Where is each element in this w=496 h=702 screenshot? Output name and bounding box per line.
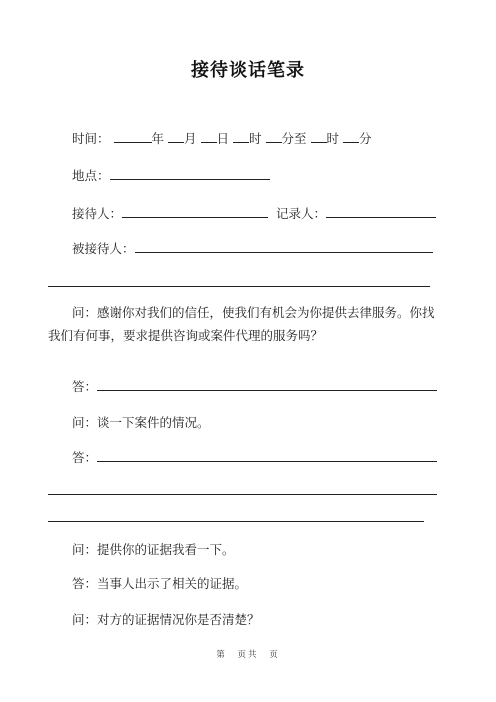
time-label: 时间： (72, 131, 110, 146)
month-label: 月 (184, 131, 197, 146)
minute-start-blank[interactable] (266, 128, 282, 143)
day-blank[interactable] (201, 128, 217, 143)
place-field[interactable] (110, 165, 270, 180)
year-blank[interactable] (114, 128, 152, 143)
answer-3: 答：当事人出示了相关的证据。 (72, 576, 248, 591)
question-2: 问：谈一下案件的情况。 (72, 415, 210, 430)
interviewee-label: 被接待人： (72, 241, 135, 256)
receiver-field[interactable] (122, 203, 268, 218)
answer-2-line-2[interactable] (48, 494, 437, 495)
answer-2-field[interactable] (97, 447, 437, 462)
separator-line (48, 286, 430, 287)
answer-2-row (72, 447, 437, 467)
interviewee-field[interactable] (135, 238, 433, 253)
answer-1-label: 答： (72, 379, 98, 394)
footer-page-prefix: 第 (216, 650, 227, 660)
recorder-field[interactable] (326, 203, 436, 218)
question-1: 问：感谢你对我们的信任，使我们有机会为你提供去律服务。你找我们有何事，要求提供咨询或案件代理的服务吗？ (48, 305, 435, 343)
hour-end-label: 时 (326, 131, 340, 146)
minute-end-label: 分 (359, 131, 372, 146)
minute-start-label: 分至 (281, 131, 307, 146)
place-row (72, 165, 270, 185)
page-footer (0, 648, 496, 660)
minute-end-blank[interactable] (343, 128, 359, 143)
document-title: 接待谈话笔录 (191, 60, 305, 81)
time-row (72, 128, 372, 148)
question-3: 问：提供你的证据我看一下。 (72, 542, 235, 557)
hour-start-blank[interactable] (233, 128, 249, 143)
hour-start-label: 时 (249, 131, 262, 146)
year-label: 年 (151, 131, 165, 146)
hour-end-blank[interactable] (311, 128, 327, 143)
day-label: 日 (216, 131, 230, 146)
answer-1-row (72, 376, 437, 396)
month-blank[interactable] (168, 128, 184, 143)
recorder-label: 记录人： (276, 206, 327, 221)
receiver-label: 接待人： (72, 206, 123, 221)
footer-page-suffix: 页 (269, 650, 280, 660)
interviewee-row (72, 238, 433, 258)
footer-page-mid: 页共 (237, 650, 259, 660)
question-4: 问：对方的证据情况你是否清楚？ (72, 612, 260, 627)
receiver-row (72, 203, 436, 223)
answer-1-field[interactable] (97, 376, 437, 391)
place-label: 地点： (72, 168, 110, 183)
answer-2-label: 答： (72, 450, 98, 465)
answer-2-line-3[interactable] (48, 521, 424, 522)
